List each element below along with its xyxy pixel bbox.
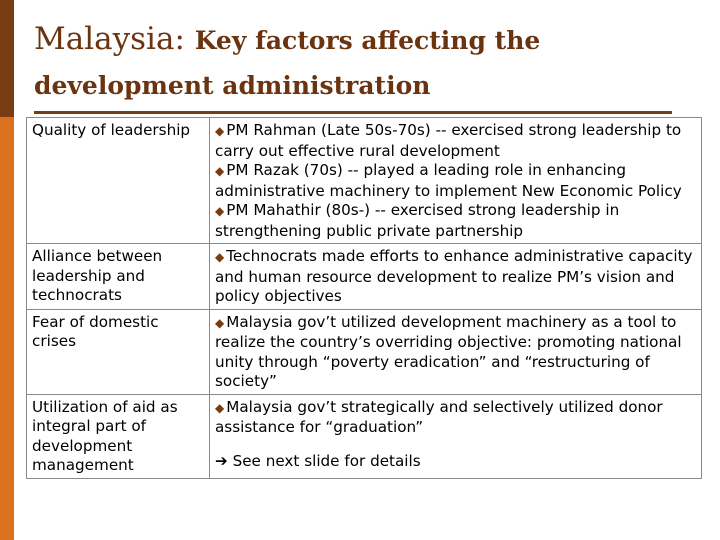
title-line-2: development administration [34,71,431,100]
diamond-bullet-icon: ◆ [215,164,225,178]
detail-item [215,121,696,161]
right-arrow-icon: ➔ [215,451,228,470]
factor-cell: Quality of leadership [27,118,210,244]
detail-text: Malaysia gov’t utilized development machinery as a tool to realize the country’s overriding objective: promoting national unity through “poverty eradication” and “restructuring of society” [215,312,682,390]
see-next-note [215,452,696,472]
title-part-b: Key factors affecting the [194,26,541,55]
side-bar-orange [0,117,14,540]
table-row [27,244,702,310]
diamond-bullet-icon: ◆ [215,204,225,218]
title-part-a: Malaysia: [34,21,195,57]
factor-cell: Fear of domestic crises [27,309,210,394]
detail-text: Technocrats made efforts to enhance administrative capacity and human resource development to realize PM’s vision and policy objectives [215,247,693,305]
detail-cell [210,244,702,310]
slide-title [34,18,694,110]
detail-cell [210,118,702,244]
detail-item [215,313,696,392]
detail-text: PM Rahman (Late 50s-70s) -- exercised strong leadership to carry out effective rural development [215,121,682,160]
detail-text: PM Mahathir (80s-) -- exercised strong leadership in strengthening public private partnership [215,201,620,240]
detail-text: Malaysia gov’t strategically and selectively utilized donor assistance for “graduation” [215,397,663,436]
detail-text: PM Razak (70s) -- played a leading role in enhancing administrative machinery to implement New Economic Policy [215,161,682,200]
diamond-bullet-icon: ◆ [215,250,225,264]
detail-item [215,247,696,307]
detail-item [215,201,696,241]
detail-cell [210,309,702,394]
diamond-bullet-icon: ◆ [215,124,225,138]
detail-item [215,398,696,438]
diamond-bullet-icon: ◆ [215,315,225,330]
detail-item [215,161,696,201]
factor-cell: Utilization of aid as integral part of development management [27,394,210,478]
title-underline [34,111,672,114]
table-row [27,118,702,244]
side-bar-dark [0,0,14,117]
detail-cell [210,394,702,478]
factors-table [26,117,702,479]
note-text: See next slide for details [232,451,421,470]
diamond-bullet-icon: ◆ [215,400,225,415]
table-row [27,394,702,478]
table-row [27,309,702,394]
factor-cell: Alliance between leadership and technocrats [27,244,210,310]
